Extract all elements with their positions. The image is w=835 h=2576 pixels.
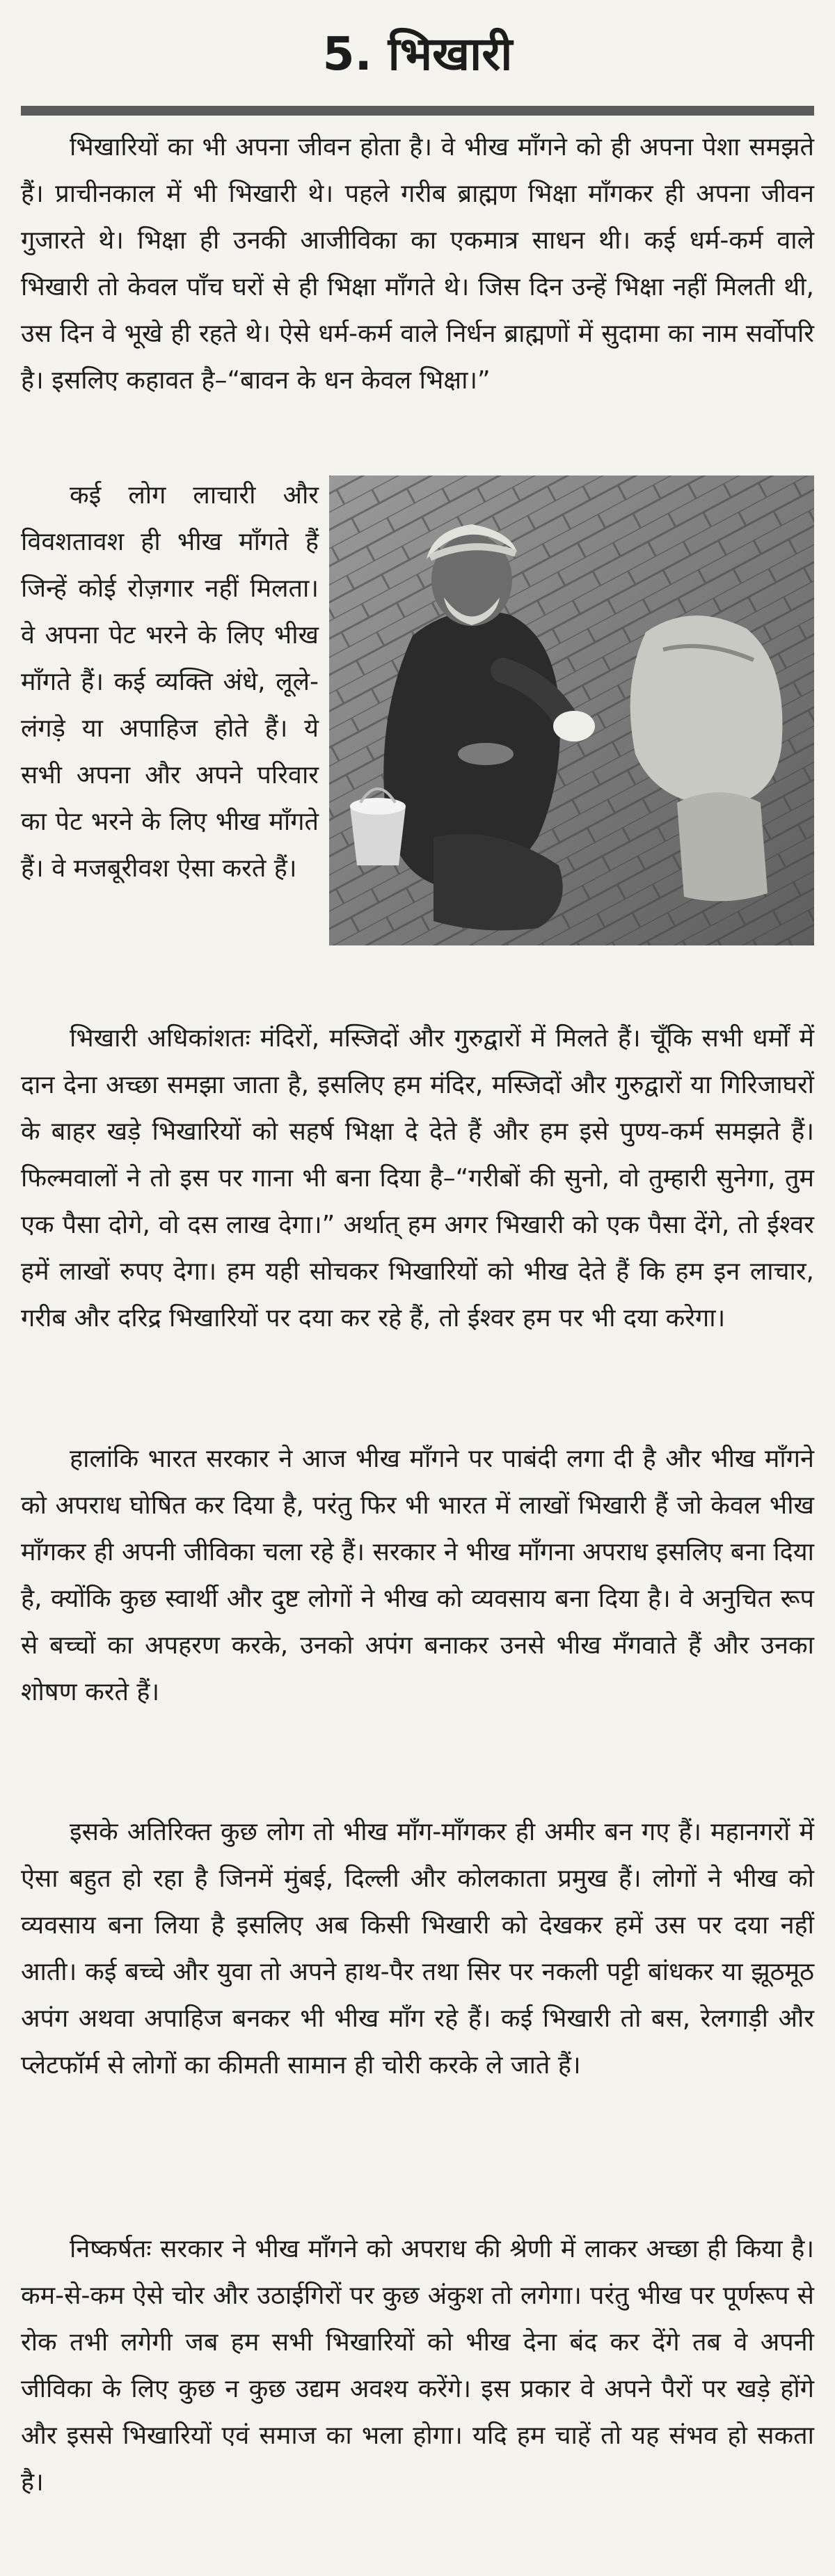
title-divider <box>21 106 814 116</box>
paragraph-2: कई लोग लाचारी और विवशतावश ही भीख माँगते हैं जिन्हें कोई रोज़गार नहीं मिलता। वे अपना पेट भरने के लिए भीख माँगते हैं। कई व्यक्ति अंधे, लूले-लंगड़े या अपाहिज होते हैं। ये सभी अपना और अपने परिवार का पेट भरने के लिए भीख माँगते हैं। वे मजबूरीवश ऐसा करते हैं। <box>21 481 319 883</box>
paragraph-3: भिखारी अधिकांशतः मंदिरों, मस्जिदों और गुरुद्वारों में मिलते हैं। चूँकि सभी धर्मों में दान देना अच्छा समझा जाता है, इसलिए हम मंदिर, मस्जिदों और गुरुद्वारों या गिरिजाघरों के बाहर खड़े भिखारियों को सहर्ष भिक्षा दे देते हैं और हम इसे पुण्य-कर्म समझते हैं। फिल्मवालों ने तो इस पर गाना भी बना दिया है–“गरीबों की सुनो, वो तुम्हारी सुनेगा, तुम एक पैसा दोगे, वो दस लाख देगा।” अर्थात् हम अगर भिखारी को एक पैसा देंगे, तो ईश्वर हमें लाखों रुपए देगा। हम यही सोचकर भिखारियों को भीख देते हैं कि हम इन लाचार, गरीब और दरिद्र भिखारियों पर दया कर रहे हैं, तो ईश्वर हम पर भी दया करेगा। <box>21 1024 814 1333</box>
paragraph-4: हालांकि भारत सरकार ने आज भीख माँगने पर पाबंदी लगा दी है और भीख माँगने को अपराध घोषित कर दिया है, परंतु फिर भी भारत में लाखों भिखारी हैं जो केवल भीख माँगकर ही अपनी जीविका चला रहे हैं। सरकार ने भीख माँगना अपराध इसलिए बना दिया है, क्योंकि कुछ स्वार्थी और दुष्ट लोगों ने भीख को व्यवसाय बना दिया है। वे अनुचित रूप से बच्चों का अपहरण करके, उनको अपंग बनाकर उनसे भीख मँगवाते हैं और उनका शोषण करते हैं। <box>21 1445 814 1706</box>
paragraph-6: निष्कर्षतः सरकार ने भीख माँगने को अपराध की श्रेणी में लाकर अच्छा ही किया है। कम-से-कम ऐसे चोर और उठाईगिरों पर कुछ अंकुश तो लगेगा। परंतु भीख पर पूर्णरूप से रोक तभी लगेगी जब हम सभी भिखारियों को भीख देना बंद कर देंगे तब वे अपनी जीविका के लिए कुछ न कुछ उद्यम अवश्य करेंगे। इस प्रकार वे अपने पैरों पर खड़े होंगे और इससे भिखारियों एवं समाज का भला होगा। यदि हम चाहें तो यह संभव हो सकता है। <box>21 2235 814 2497</box>
paragraph-5: इसके अतिरिक्त कुछ लोग तो भीख माँग-माँगकर ही अमीर बन गए हैं। महानगरों में ऐसा बहुत हो रहा है जिनमें मुंबई, दिल्ली और कोलकाता प्रमुख हैं। लोगों ने भीख को व्यवसाय बना लिया है इसलिए अब किसी भिखारी को देखकर हमें उस पर दया नहीं आती। कई बच्चे और युवा तो अपने हाथ-पैर तथा सिर पर नकली पट्टी बांधकर या झूठमूठ अपंग अथवा अपाहिज बनकर भी भीख माँग रहे हैं। कई भिखारी तो बस, रेलगाड़ी और प्लेटफॉर्म से लोगों का कीमती सामान ही चोरी करके ले जाते हैं। <box>21 1818 814 2080</box>
paragraph-1: भिखारियों का भी अपना जीवन होता है। वे भीख माँगने को ही अपना पेशा समझते हैं। प्राचीनकाल में भी भिखारी थे। पहले गरीब ब्राह्मण भिक्षा माँगकर ही अपना जीवन गुजारते थे। भिक्षा ही उनकी आजीविका का एकमात्र साधन थी। कई धर्म-कर्म वाले भिखारी तो केवल पाँच घरों से ही भिक्षा माँगते थे। जिस दिन उन्हें भिक्षा नहीं मिलती थी, उस दिन वे भूखे ही रहते थे। ऐसे धर्म-कर्म वाले निर्धन ब्राह्मणों में सुदामा का नाम सर्वोपरि है। इसलिए कहावत है–“बावन के धन केवल भिक्षा।” <box>21 133 814 395</box>
beggar-photo <box>329 476 814 945</box>
page-title: 5. भिखारी <box>322 27 513 81</box>
